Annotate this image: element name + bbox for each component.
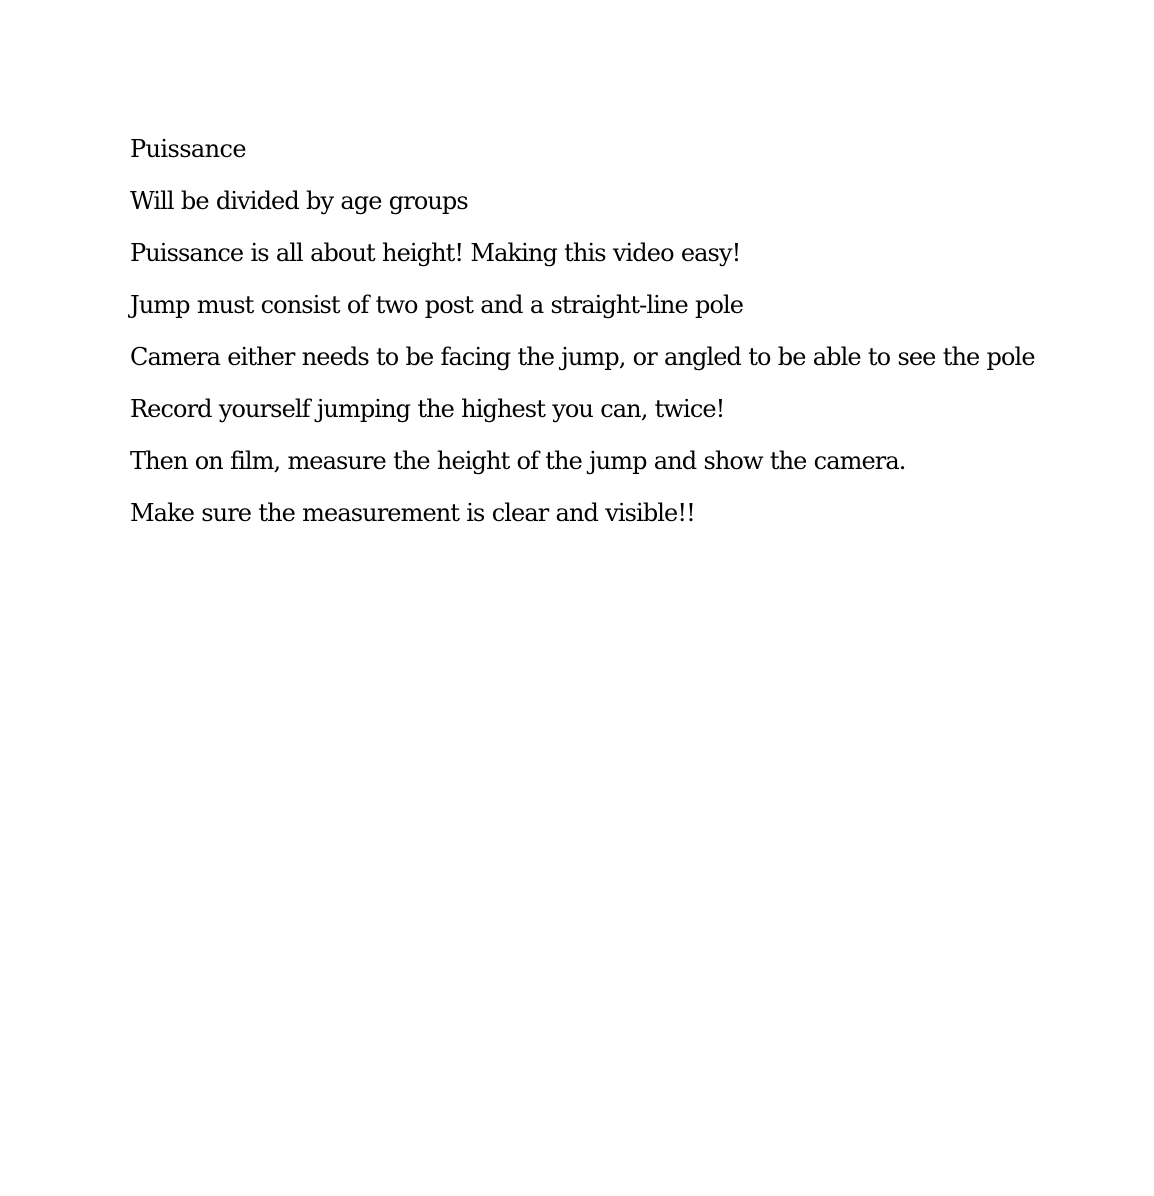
paragraph-measurement-visible: Make sure the measurement is clear and visible!! <box>130 499 695 527</box>
paragraph-height: Puissance is all about height! Making this video easy! <box>130 239 741 267</box>
document-title: Puissance <box>130 135 246 163</box>
paragraph-jump-requirements: Jump must consist of two post and a straight-line pole <box>130 291 744 319</box>
paragraph-record: Record yourself jumping the highest you can, twice! <box>130 395 725 423</box>
paragraph-age-groups: Will be divided by age groups <box>130 187 468 215</box>
document-body <box>130 130 1110 546</box>
paragraph-measure: Then on film, measure the height of the jump and show the camera. <box>130 447 906 475</box>
paragraph-camera-angle: Camera either needs to be facing the jump, or angled to be able to see the pole <box>130 343 1035 371</box>
